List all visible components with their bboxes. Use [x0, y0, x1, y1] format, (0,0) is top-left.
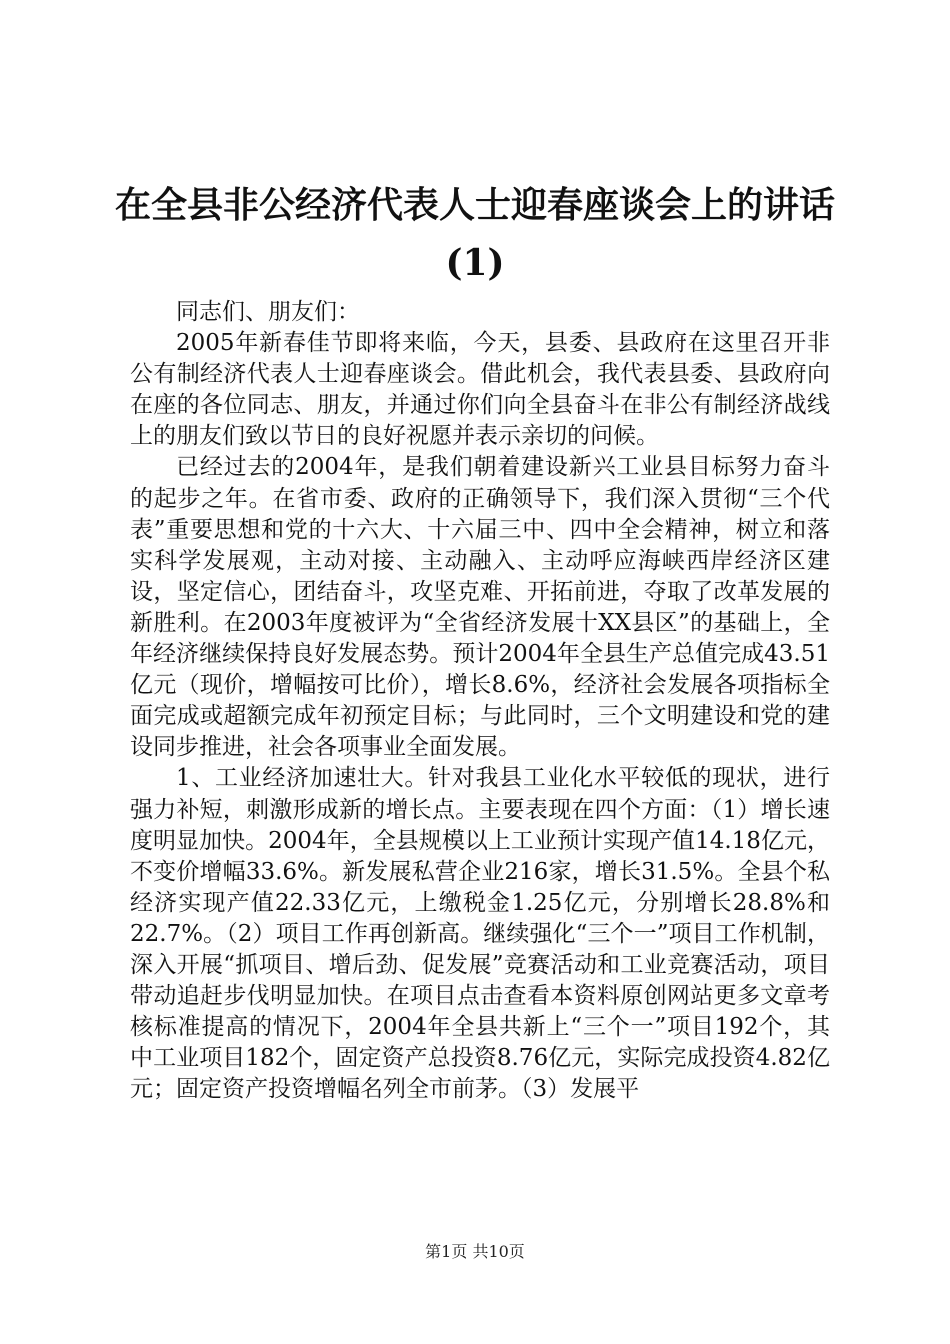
paragraph-greeting: 2005年新春佳节即将来临，今天，县委、县政府在这里召开非公有制经济代表人士迎春座谈会。借此机会，我代表县委、县政府向在座的各位同志、朋友，并通过你们向全县奋斗在非公有制经济战线上的朋友们致以节日的良好祝愿并表示亲切的问候。 — [130, 330, 830, 450]
page-number-footer: 第1页 共10页 — [425, 1242, 525, 1261]
paragraph-industrial-economy: 1、工业经济加速壮大。针对我县工业化水平较低的现状，进行强力补短，刺激形成新的增长点。主要表现在四个方面：（1）增长速度明显加快。2004年，全县规模以上工业预计实现产值14.18亿元，不变价增幅33.6%。新发展私营企业216家，增长31.5%。全县个私经济实现产值22.33亿元，上缴税金1.25亿元，分别增长28.8%和22.7%。（2）项目工作再创新高。继续强化“三个一”项目工作机制，深入开展“抓项目、增后劲、促发展”竞赛活动和工业竞赛活动，项目带动追赶步伐明显加快。在项目点击查看本资料原创网站更多文章考核标准提高的情况下，2004年全县共新上“三个一”项目192个，其中工业项目182个，固定资产总投资8.76亿元，实际完成投资4.82亿元；固定资产投资增幅名列全市前茅。（3）发展平 — [130, 765, 830, 1103]
paragraph-review-2004: 已经过去的2004年，是我们朝着建设新兴工业县目标努力奋斗的起步之年。在省市委、政府的正确领导下，我们深入贯彻“三个代表”重要思想和党的十六大、十六届三中、四中全会精神，树立和落实科学发展观，主动对接、主动融入、主动呼应海峡西岸经济区建设，坚定信心，团结奋斗，攻坚克难、开拓前进，夺取了改革发展的新胜利。在2003年度被评为“全省经济发展十XX县区”的基础上，全年经济继续保持良好发展态势。预计2004年全县生产总值完成43.51亿元（现价，增幅按可比价），增长8.6%，经济社会发展各项指标全面完成或超额完成年初预定目标；与此同时，三个文明建设和党的建设同步推进，社会各项事业全面发展。 — [130, 454, 830, 761]
document-title: 在全县非公经济代表人士迎春座谈会上的讲话(1) — [114, 184, 835, 284]
document-body — [130, 297, 830, 1105]
paragraph-salutation: 同志们、朋友们： — [176, 299, 360, 325]
